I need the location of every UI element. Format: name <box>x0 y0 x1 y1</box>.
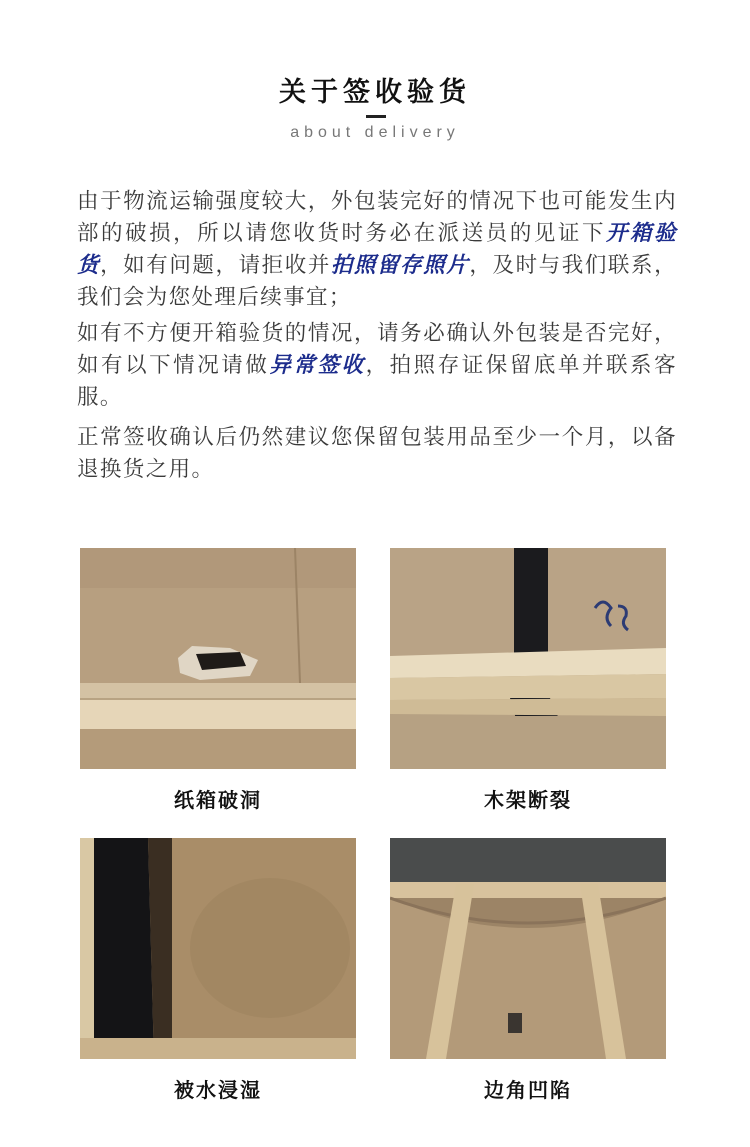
highlight-take-photos: 拍照留存照片 <box>330 253 470 278</box>
photo-water-damage <box>80 838 356 1059</box>
paragraph-inspection <box>77 186 677 314</box>
paragraph-abnormal-sign <box>77 318 677 414</box>
photo-carton-hole <box>80 548 356 769</box>
caption-corner-dent: 边角凹陷 <box>484 1078 572 1102</box>
title-underline <box>366 115 386 118</box>
caption-carton-hole: 纸箱破洞 <box>174 788 262 812</box>
paragraph-keep-packaging <box>77 422 677 486</box>
highlight-abnormal-sign: 异常签收 <box>269 353 366 378</box>
paragraph-text: 如有不方便开箱验货的情况，请务必确认外包装是否完好，如有以下情况请做 <box>77 321 677 378</box>
highlight-open-box: 开箱验货 <box>77 221 677 278</box>
section-subtitle: about delivery <box>290 124 460 141</box>
paragraph-text: ，及时与我们联系，我们会为您处理后续事宜； <box>77 253 677 310</box>
caption-water-damage: 被水浸湿 <box>174 1078 262 1102</box>
photo-wooden-frame-break <box>390 548 666 769</box>
section-title: 关于签收验货 <box>279 77 471 108</box>
paragraph-text: ，拍照存证保留底单并联系客服。 <box>77 353 678 410</box>
paragraph-text: 正常签收确认后仍然建议您保留包装用品至少一个月，以备退换货之用。 <box>77 425 677 482</box>
caption-wooden-frame-break: 木架断裂 <box>484 788 572 812</box>
paragraph-text: ，如有问题，请拒收并 <box>100 253 331 278</box>
paragraph-text: 由于物流运输强度较大，外包装完好的情况下也可能发生内部的破损，所以请您收货时务必在派送员的见证下 <box>77 189 677 246</box>
photo-corner-dent <box>390 838 666 1059</box>
